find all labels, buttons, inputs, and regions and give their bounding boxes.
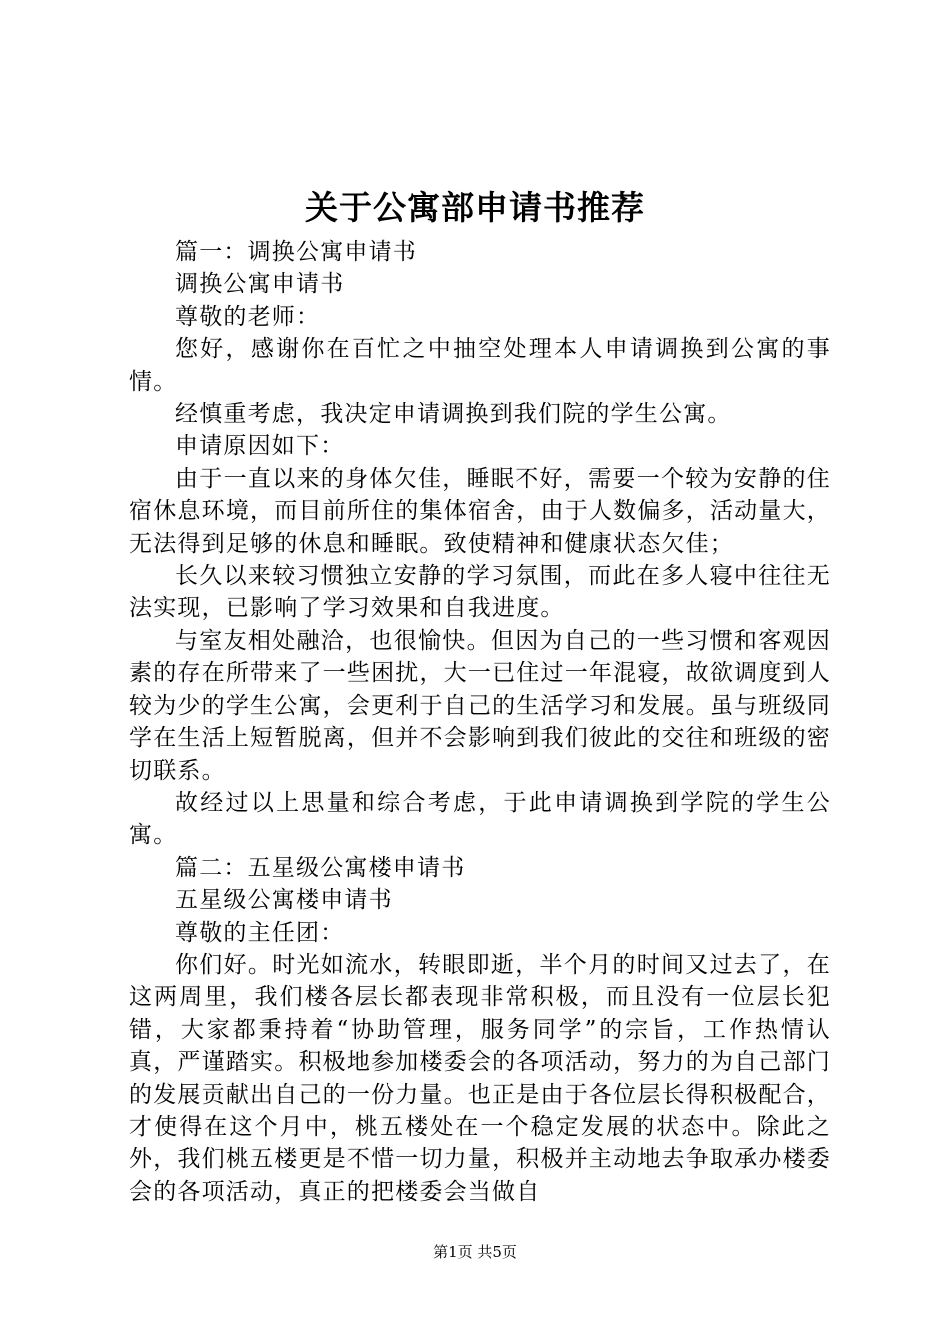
paragraph-decision: 经慎重考虑，我决定申请调换到我们院的学生公寓。 bbox=[175, 401, 732, 428]
paragraph-reasons-heading: 申请原因如下： bbox=[175, 433, 345, 460]
paragraph-salutation-two: 尊敬的主任团： bbox=[175, 919, 345, 946]
paragraph-body-two: 你们好。时光如流水，转眼即逝，半个月的时间又过去了，在这两周里，我们楼各层长都表现非常积极，而且没有一位层长犯错，大家都秉持着“协助管理，服务同学”的宗旨，工作热情认真，严谨踏实。积极地参加楼委会的各项活动，努力的为自己部门的发展贡献出自己的一份力量。也正是由于各位层长得积极配合，才使得在这个月中，桃五楼处在一个稳定发展的状态中。除此之外，我们桃五楼更是不惜一切力量，积极并主动地去争取承办楼委会的各项活动，真正的把楼委会当做自 bbox=[129, 951, 831, 1205]
paragraph-conclusion-one: 故经过以上思量和综合考虑，于此申请调换到学院的学生公寓。 bbox=[129, 789, 831, 849]
paragraph-greeting-one: 您好，感谢你在百忙之中抽空处理本人申请调换到公寓的事情。 bbox=[129, 336, 831, 395]
page-footer: 第1页 共5页 bbox=[433, 1243, 517, 1261]
paragraph-letter-two-title: 五星级公寓楼申请书 bbox=[175, 887, 393, 914]
paragraph-section-one-heading: 篇一：调换公寓申请书 bbox=[175, 239, 417, 265]
paragraph-salutation-one: 尊敬的老师： bbox=[175, 303, 321, 330]
document-body bbox=[129, 236, 831, 1208]
paragraph-reason-roommates: 与室友相处融洽，也很愉快。但因为自己的一些习惯和客观因素的存在所带来了一些困扰，大一已住过一年混寝，故欲调度到人较为少的学生公寓，会更利于自己的生活学习和发展。虽与班级同学在生活上短暂脱离，但并不会影响到我们彼此的交往和班级的密切联系。 bbox=[129, 627, 831, 784]
paragraph-reason-health: 由于一直以来的身体欠佳，睡眠不好，需要一个较为安静的住宿休息环境，而目前所住的集体宿舍，由于人数偏多，活动量大，无法得到足够的休息和睡眠。致使精神和健康状态欠佳； bbox=[129, 465, 831, 557]
paragraph-letter-one-title: 调换公寓申请书 bbox=[175, 271, 345, 298]
document-title: 关于公寓部申请书推荐 bbox=[305, 188, 645, 227]
paragraph-section-two-heading: 篇二：五星级公寓楼申请书 bbox=[175, 854, 466, 881]
paragraph-reason-study: 长久以来较习惯独立安静的学习氛围，而此在多人寝中往往无法实现，已影响了学习效果和自我进度。 bbox=[129, 563, 831, 622]
